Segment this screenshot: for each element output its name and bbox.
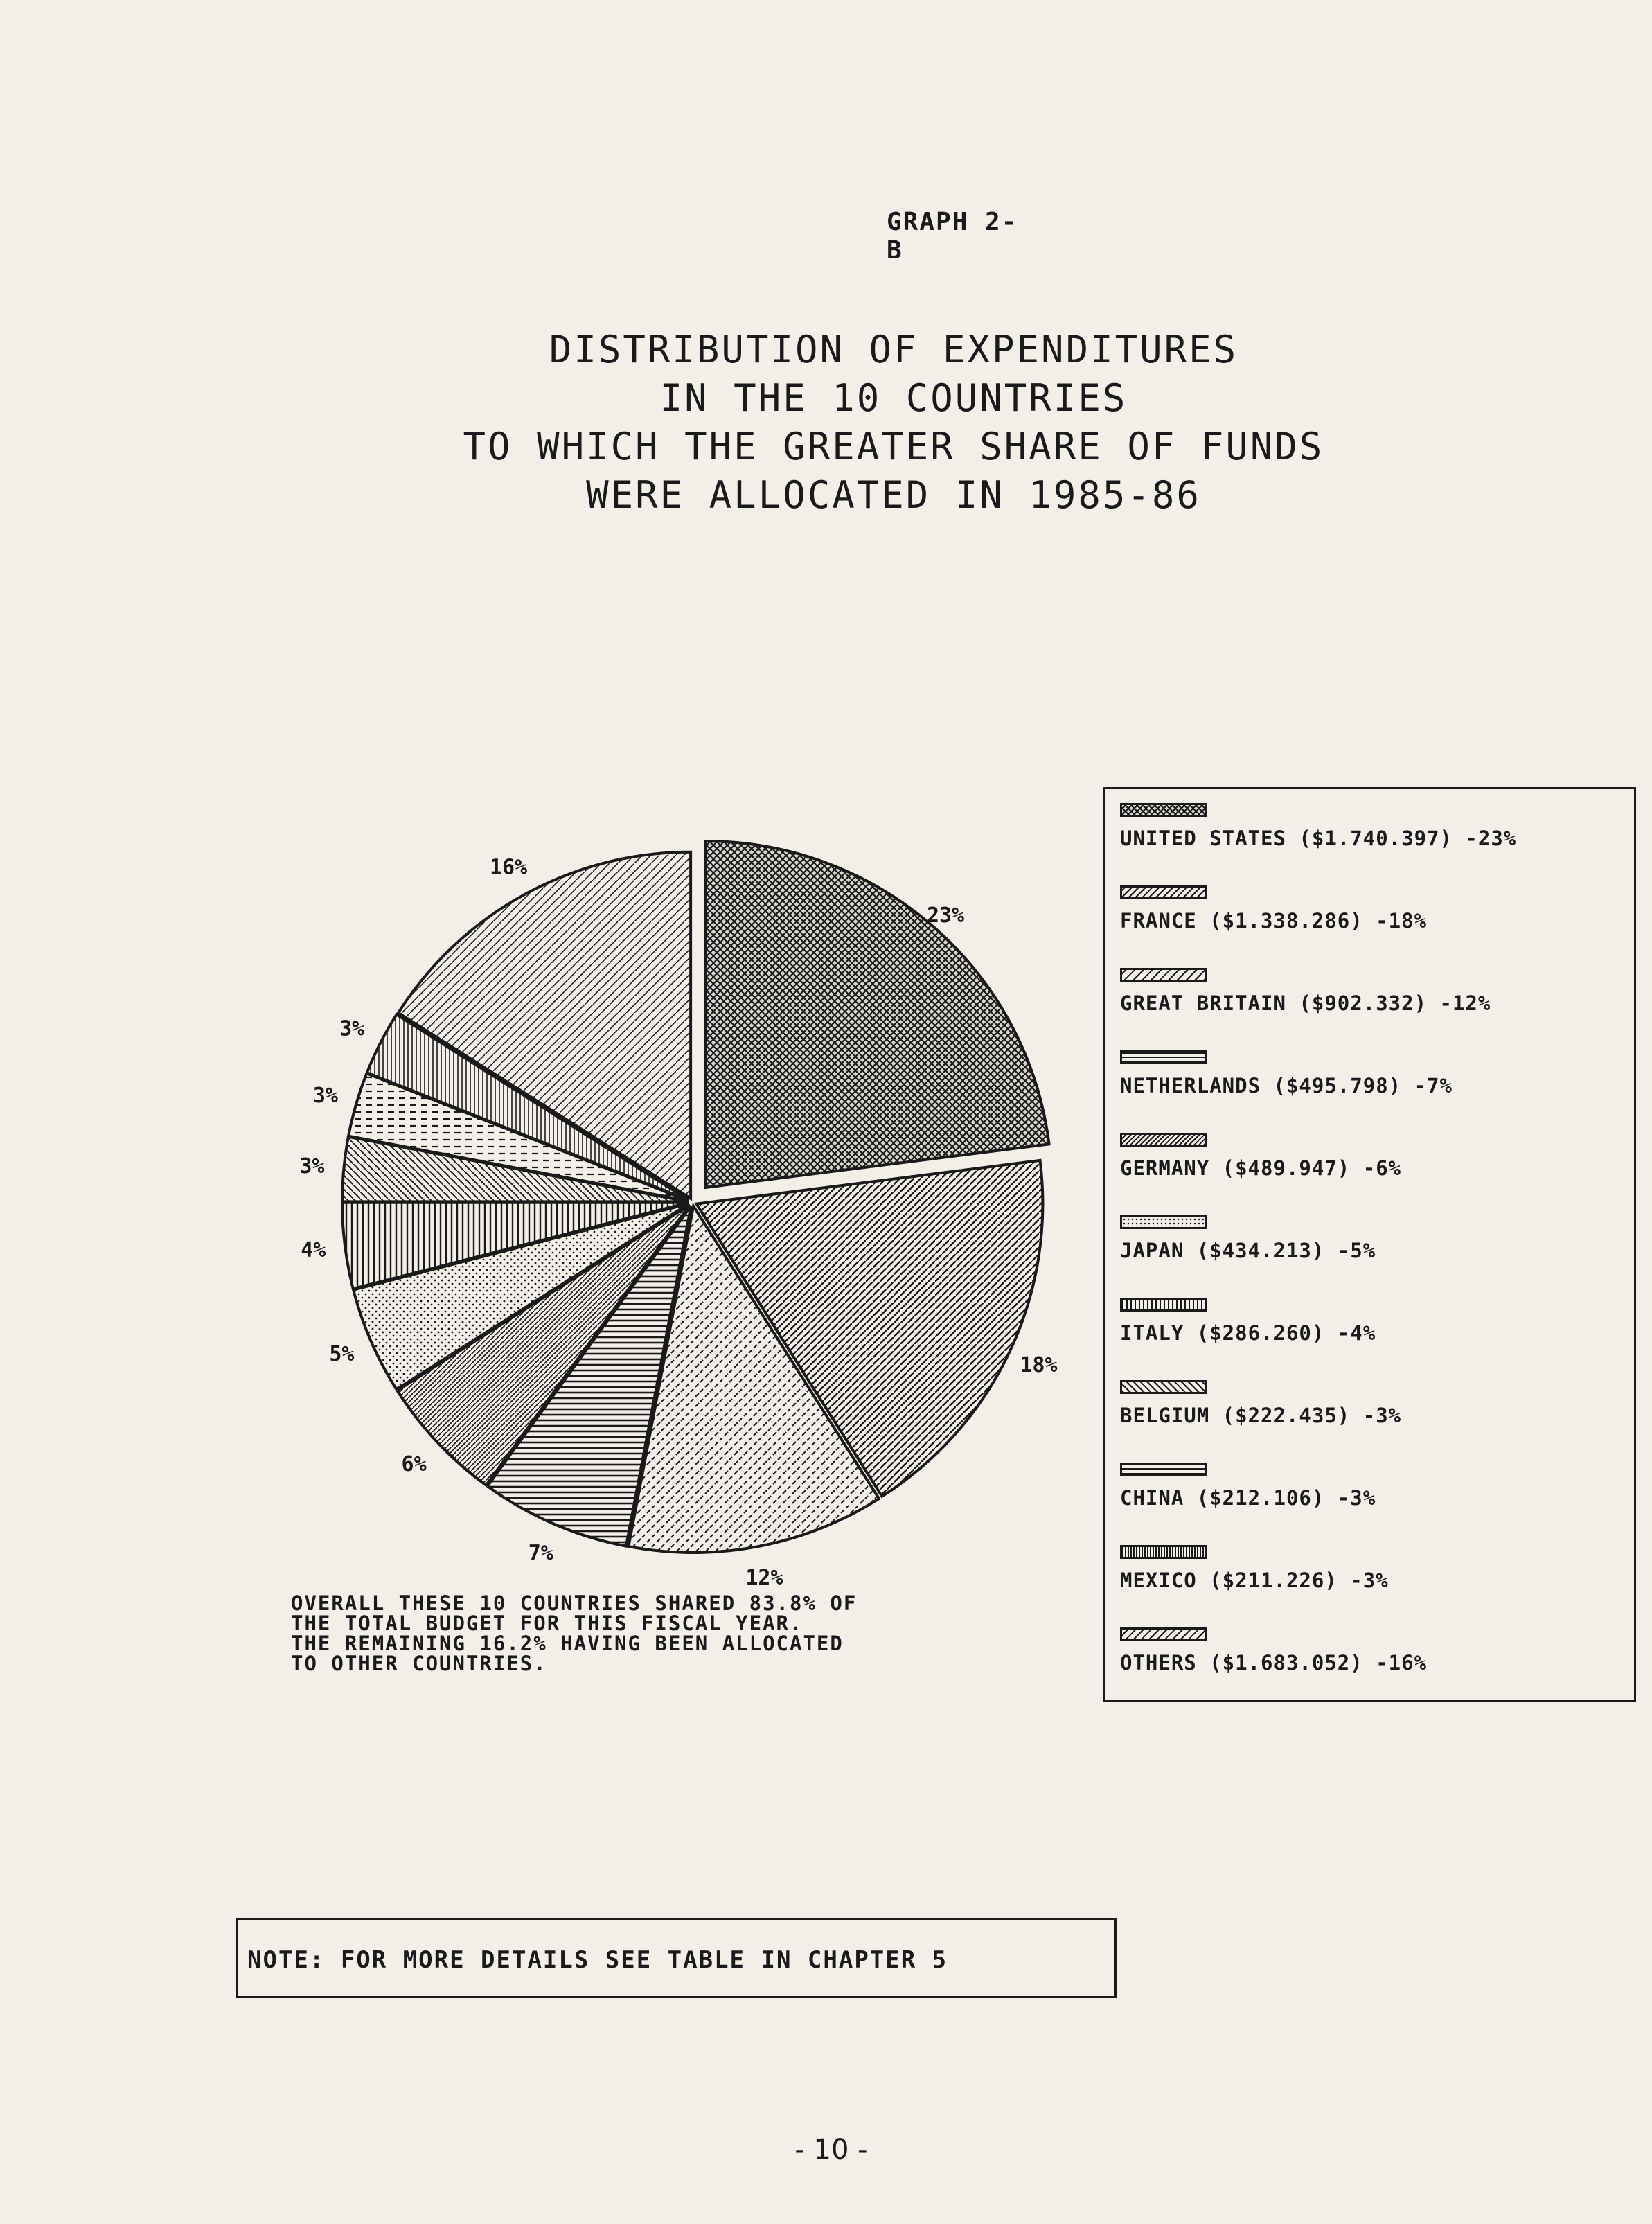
legend-item-germany — [1120, 1133, 1633, 1180]
legend-swatch-belgium — [1120, 1380, 1207, 1394]
legend-swatch-mexico — [1120, 1545, 1207, 1559]
details-note-box: NOTE: FOR MORE DETAILS SEE TABLE IN CHAPTER 5 — [236, 1918, 1117, 1998]
legend-label-belgium: BELGIUM ($222.435) -3% — [1120, 1404, 1402, 1427]
legend-label-france: FRANCE ($1.338.286) -18% — [1120, 909, 1428, 933]
pie-slice-united-states — [706, 841, 1049, 1188]
summary-note — [291, 1591, 1053, 1675]
legend-label-italy: ITALY ($286.260) -4% — [1120, 1321, 1376, 1345]
legend-item-netherlands — [1120, 1050, 1633, 1097]
legend-swatch-united-states — [1120, 803, 1207, 817]
slice-label-italy: 4% — [301, 1238, 326, 1263]
legend-item-italy — [1120, 1298, 1633, 1345]
legend-swatch-great-britain — [1120, 968, 1207, 982]
legend-swatch-germany — [1120, 1133, 1207, 1147]
slice-label-others: 16% — [489, 855, 528, 880]
slice-label-belgium: 3% — [299, 1154, 325, 1179]
legend-item-mexico — [1120, 1545, 1633, 1592]
slice-label-united-states: 23% — [926, 903, 965, 928]
title-line-4: WERE ALLOCATED IN 1985-86 — [586, 473, 1201, 517]
legend-swatch-china — [1120, 1463, 1207, 1476]
slice-label-mexico: 3% — [339, 1016, 365, 1041]
summary-line-4: TO OTHER COUNTRIES. — [291, 1652, 547, 1675]
legend-item-united-states — [1120, 803, 1633, 850]
legend-label-germany: GERMANY ($489.947) -6% — [1120, 1156, 1402, 1180]
chart-title — [388, 326, 1399, 520]
slice-label-france: 18% — [1020, 1353, 1058, 1378]
summary-line-1: OVERALL THESE 10 COUNTRIES SHARED 83.8% OF — [291, 1591, 858, 1615]
legend-label-united-states: UNITED STATES ($1.740.397) -23% — [1120, 827, 1517, 850]
legend-item-china — [1120, 1463, 1633, 1510]
legend-item-great-britain — [1120, 968, 1633, 1015]
legend-swatch-netherlands — [1120, 1050, 1207, 1064]
legend-label-netherlands: NETHERLANDS ($495.798) -7% — [1120, 1074, 1453, 1097]
legend-label-great-britain: GREAT BRITAIN ($902.332) -12% — [1120, 991, 1491, 1015]
summary-line-3: THE REMAINING 16.2% HAVING BEEN ALLOCATED — [291, 1632, 844, 1655]
legend-swatch-france — [1120, 885, 1207, 899]
legend-item-belgium — [1120, 1380, 1633, 1427]
slice-label-great-britain: 12% — [745, 1566, 783, 1591]
legend-item-others — [1120, 1627, 1633, 1675]
legend-swatch-japan — [1120, 1215, 1207, 1229]
legend-item-japan — [1120, 1215, 1633, 1262]
pie-chart — [277, 797, 1108, 1594]
page-number: - 10 - — [794, 2134, 868, 2166]
legend-swatch-italy — [1120, 1298, 1207, 1312]
legend-label-mexico: MEXICO ($211.226) -3% — [1120, 1569, 1389, 1592]
slice-label-japan: 5% — [329, 1342, 355, 1367]
summary-line-2: THE TOTAL BUDGET FOR THIS FISCAL YEAR. — [291, 1612, 803, 1635]
graph-label: GRAPH 2-B — [887, 208, 1018, 265]
legend-label-china: CHINA ($212.106) -3% — [1120, 1486, 1376, 1510]
title-line-2: IN THE 10 COUNTRIES — [659, 376, 1128, 420]
slice-label-china: 3% — [312, 1083, 338, 1108]
legend-label-others: OTHERS ($1.683.052) -16% — [1120, 1651, 1428, 1675]
legend-label-japan: JAPAN ($434.213) -5% — [1120, 1239, 1376, 1262]
legend-swatch-others — [1120, 1627, 1207, 1641]
slice-label-germany: 6% — [401, 1451, 427, 1476]
title-line-3: TO WHICH THE GREATER SHARE OF FUNDS — [463, 425, 1324, 468]
legend-item-france — [1120, 885, 1633, 933]
chart-legend — [1103, 787, 1636, 1702]
title-line-1: DISTRIBUTION OF EXPENDITURES — [549, 328, 1238, 371]
slice-label-netherlands: 7% — [528, 1541, 553, 1566]
